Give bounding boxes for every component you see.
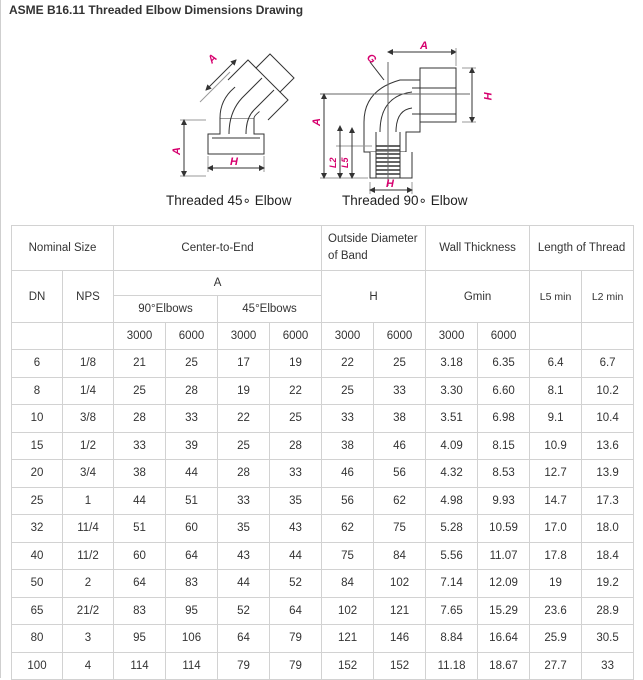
table-cell-h-3000: 33 <box>322 405 374 433</box>
caption-45-elbow: Threaded 45∘ Elbow <box>166 193 292 208</box>
dim-label-a-90-top: A <box>420 40 428 52</box>
header-row-classes <box>12 323 634 350</box>
header-class-blank <box>63 323 114 350</box>
table-cell-dn: 8 <box>12 377 63 405</box>
header-l2-min: L2 min <box>582 271 634 323</box>
table-cell-dn: 25 <box>12 487 63 515</box>
table-cell-c45-3000: 52 <box>218 597 270 625</box>
header-class: 6000 <box>374 323 426 350</box>
table-cell-g-3000: 7.14 <box>426 570 478 598</box>
table-cell-c90-3000: 28 <box>114 405 166 433</box>
table-cell-nps: 4 <box>63 652 114 680</box>
table-row <box>12 625 634 653</box>
table-cell-c90-6000: 33 <box>166 405 218 433</box>
header-nps: NPS <box>63 271 114 323</box>
table-cell-h-6000: 38 <box>374 405 426 433</box>
table-cell-g-3000: 11.18 <box>426 652 478 680</box>
table-cell-h-3000: 25 <box>322 377 374 405</box>
table-cell-dn: 50 <box>12 570 63 598</box>
header-outside-diameter: Outside Diameter of Band <box>322 226 426 271</box>
table-cell-nps: 21/2 <box>63 597 114 625</box>
table-row <box>12 377 634 405</box>
table-cell-c90-3000: 38 <box>114 460 166 488</box>
table-cell-h-6000: 56 <box>374 460 426 488</box>
table-cell-h-3000: 46 <box>322 460 374 488</box>
table-cell-c90-6000: 114 <box>166 652 218 680</box>
table-cell-dn: 80 <box>12 625 63 653</box>
table-cell-g-3000: 5.56 <box>426 542 478 570</box>
table-cell-h-3000: 38 <box>322 432 374 460</box>
table-cell-nps: 3/4 <box>63 460 114 488</box>
table-cell-g-3000: 4.32 <box>426 460 478 488</box>
elbow-90-figure <box>320 48 476 194</box>
table-cell-l5: 9.1 <box>530 405 582 433</box>
table-cell-c45-3000: 33 <box>218 487 270 515</box>
table-cell-l2: 6.7 <box>582 350 634 378</box>
table-cell-h-6000: 62 <box>374 487 426 515</box>
table-cell-c45-6000: 25 <box>270 405 322 433</box>
dim-label-a-90-left: A <box>311 118 323 126</box>
table-cell-c45-6000: 79 <box>270 652 322 680</box>
table-cell-nps: 1/2 <box>63 432 114 460</box>
table-row <box>12 487 634 515</box>
table-cell-l2: 18.4 <box>582 542 634 570</box>
table-cell-c90-6000: 83 <box>166 570 218 598</box>
table-cell-c45-6000: 43 <box>270 515 322 543</box>
dim-label-h-45: H <box>230 156 238 168</box>
table-cell-l2: 10.4 <box>582 405 634 433</box>
table-cell-g-3000: 3.30 <box>426 377 478 405</box>
table-cell-g-3000: 3.51 <box>426 405 478 433</box>
table-cell-c90-3000: 114 <box>114 652 166 680</box>
table-cell-l2: 28.9 <box>582 597 634 625</box>
table-cell-c90-3000: 60 <box>114 542 166 570</box>
table-cell-g-3000: 4.09 <box>426 432 478 460</box>
header-wall-thickness: Wall Thickness <box>426 226 530 271</box>
header-45-elbows: 45°Elbows <box>218 296 322 323</box>
table-row <box>12 350 634 378</box>
table-cell-h-3000: 84 <box>322 570 374 598</box>
table-cell-c45-3000: 17 <box>218 350 270 378</box>
table-cell-g-6000: 11.07 <box>478 542 530 570</box>
header-class: 3000 <box>426 323 478 350</box>
table-cell-nps: 1/8 <box>63 350 114 378</box>
table-cell-h-3000: 152 <box>322 652 374 680</box>
table-row <box>12 405 634 433</box>
table-cell-nps: 1/4 <box>63 377 114 405</box>
table-cell-g-6000: 6.98 <box>478 405 530 433</box>
table-cell-h-3000: 102 <box>322 597 374 625</box>
header-dn: DN <box>12 271 63 323</box>
table-row <box>12 542 634 570</box>
table-cell-h-6000: 33 <box>374 377 426 405</box>
header-h: H <box>322 271 426 323</box>
table-row <box>12 515 634 543</box>
dim-label-l2-90: L2 <box>328 157 338 168</box>
table-cell-c45-3000: 35 <box>218 515 270 543</box>
table-cell-nps: 2 <box>63 570 114 598</box>
page-title: ASME B16.11 Threaded Elbow Dimensions Drawing <box>9 3 304 17</box>
table-cell-c90-3000: 33 <box>114 432 166 460</box>
table-cell-c45-3000: 79 <box>218 652 270 680</box>
caption-90-elbow: Threaded 90∘ Elbow <box>342 193 468 208</box>
table-cell-l5: 17.8 <box>530 542 582 570</box>
table-cell-dn: 20 <box>12 460 63 488</box>
header-center-to-end: Center-to-End <box>114 226 322 271</box>
table-cell-nps: 3/8 <box>63 405 114 433</box>
header-class-blank <box>12 323 63 350</box>
table-cell-nps: 11/2 <box>63 542 114 570</box>
table-cell-nps: 11/4 <box>63 515 114 543</box>
table-cell-c90-3000: 64 <box>114 570 166 598</box>
table-cell-l5: 10.9 <box>530 432 582 460</box>
header-class: 3000 <box>322 323 374 350</box>
header-class: 6000 <box>166 323 218 350</box>
table-cell-c45-3000: 28 <box>218 460 270 488</box>
table-cell-c45-6000: 22 <box>270 377 322 405</box>
table-cell-h-3000: 62 <box>322 515 374 543</box>
dim-label-g-90: G <box>363 51 379 67</box>
elbow-drawing <box>0 22 643 222</box>
table-row <box>12 597 634 625</box>
dim-label-a-45-left: A <box>171 147 183 155</box>
table-cell-g-6000: 6.60 <box>478 377 530 405</box>
table-cell-h-6000: 146 <box>374 625 426 653</box>
table-cell-g-6000: 8.15 <box>478 432 530 460</box>
header-row-symbols <box>12 271 634 296</box>
table-cell-g-3000: 5.28 <box>426 515 478 543</box>
table-cell-c45-3000: 44 <box>218 570 270 598</box>
table-cell-c90-6000: 44 <box>166 460 218 488</box>
table-cell-c45-6000: 28 <box>270 432 322 460</box>
header-class-blank <box>582 323 634 350</box>
table-cell-g-3000: 7.65 <box>426 597 478 625</box>
table-cell-nps: 1 <box>63 487 114 515</box>
table-cell-l2: 13.6 <box>582 432 634 460</box>
table-cell-h-3000: 56 <box>322 487 374 515</box>
table-cell-l2: 18.0 <box>582 515 634 543</box>
header-l5-min: L5 min <box>530 271 582 323</box>
table-cell-c90-3000: 95 <box>114 625 166 653</box>
table-cell-h-6000: 121 <box>374 597 426 625</box>
table-cell-g-6000: 16.64 <box>478 625 530 653</box>
dim-label-l5-90: L5 <box>340 157 350 168</box>
table-cell-c90-3000: 21 <box>114 350 166 378</box>
table-cell-dn: 6 <box>12 350 63 378</box>
table-cell-c45-6000: 19 <box>270 350 322 378</box>
table-cell-c90-3000: 44 <box>114 487 166 515</box>
table-cell-c90-3000: 51 <box>114 515 166 543</box>
table-cell-h-6000: 25 <box>374 350 426 378</box>
table-cell-c90-6000: 106 <box>166 625 218 653</box>
table-cell-g-6000: 18.67 <box>478 652 530 680</box>
table-cell-c90-6000: 28 <box>166 377 218 405</box>
table-cell-l5: 17.0 <box>530 515 582 543</box>
table-cell-g-6000: 10.59 <box>478 515 530 543</box>
table-cell-g-6000: 8.53 <box>478 460 530 488</box>
table-cell-l5: 27.7 <box>530 652 582 680</box>
table-cell-c45-3000: 22 <box>218 405 270 433</box>
table-cell-h-3000: 22 <box>322 350 374 378</box>
table-cell-c45-6000: 64 <box>270 597 322 625</box>
table-cell-dn: 40 <box>12 542 63 570</box>
table-row <box>12 570 634 598</box>
table-row <box>12 432 634 460</box>
dimensions-table <box>11 225 634 680</box>
table-cell-g-3000: 4.98 <box>426 487 478 515</box>
table-cell-g-6000: 12.09 <box>478 570 530 598</box>
table-cell-c45-6000: 44 <box>270 542 322 570</box>
table-cell-c90-6000: 60 <box>166 515 218 543</box>
table-row <box>12 460 634 488</box>
table-cell-h-6000: 75 <box>374 515 426 543</box>
table-cell-l5: 19 <box>530 570 582 598</box>
table-cell-h-6000: 102 <box>374 570 426 598</box>
header-length-of-thread: Length of Thread <box>530 226 634 271</box>
table-cell-h-3000: 121 <box>322 625 374 653</box>
table-cell-c90-3000: 83 <box>114 597 166 625</box>
table-cell-l2: 13.9 <box>582 460 634 488</box>
table-cell-c90-6000: 51 <box>166 487 218 515</box>
table-cell-c90-6000: 64 <box>166 542 218 570</box>
header-class: 6000 <box>270 323 322 350</box>
table-cell-g-3000: 3.18 <box>426 350 478 378</box>
table-cell-dn: 15 <box>12 432 63 460</box>
table-cell-l2: 33 <box>582 652 634 680</box>
table-cell-g-3000: 8.84 <box>426 625 478 653</box>
table-cell-g-6000: 15.29 <box>478 597 530 625</box>
table-cell-dn: 32 <box>12 515 63 543</box>
dim-label-a-45-top: A <box>205 52 220 67</box>
table-cell-l2: 30.5 <box>582 625 634 653</box>
table-cell-l5: 8.1 <box>530 377 582 405</box>
table-cell-h-6000: 46 <box>374 432 426 460</box>
header-gmin: Gmin <box>426 271 530 323</box>
table-cell-dn: 10 <box>12 405 63 433</box>
table-cell-l5: 25.9 <box>530 625 582 653</box>
table-cell-l5: 6.4 <box>530 350 582 378</box>
table-cell-c90-6000: 95 <box>166 597 218 625</box>
table-cell-c45-3000: 25 <box>218 432 270 460</box>
table-cell-c45-3000: 64 <box>218 625 270 653</box>
header-class-blank <box>530 323 582 350</box>
table-cell-c45-6000: 52 <box>270 570 322 598</box>
dim-label-h-90-right: H <box>481 92 493 100</box>
table-cell-l5: 14.7 <box>530 487 582 515</box>
table-row <box>12 652 634 680</box>
table-cell-l5: 23.6 <box>530 597 582 625</box>
header-a: A <box>114 271 322 296</box>
table-cell-c90-6000: 39 <box>166 432 218 460</box>
header-class: 6000 <box>478 323 530 350</box>
table-cell-dn: 100 <box>12 652 63 680</box>
table-cell-g-6000: 6.35 <box>478 350 530 378</box>
table-cell-g-6000: 9.93 <box>478 487 530 515</box>
table-cell-h-6000: 152 <box>374 652 426 680</box>
header-row-groups <box>12 226 634 271</box>
table-cell-c45-6000: 35 <box>270 487 322 515</box>
header-90-elbows: 90°Elbows <box>114 296 218 323</box>
table-cell-c90-3000: 25 <box>114 377 166 405</box>
table-cell-c45-3000: 19 <box>218 377 270 405</box>
table-cell-nps: 3 <box>63 625 114 653</box>
table-cell-l5: 12.7 <box>530 460 582 488</box>
table-cell-c90-6000: 25 <box>166 350 218 378</box>
table-cell-c45-6000: 79 <box>270 625 322 653</box>
table-cell-h-3000: 75 <box>322 542 374 570</box>
table-cell-h-6000: 84 <box>374 542 426 570</box>
header-class: 3000 <box>218 323 270 350</box>
table-cell-l2: 19.2 <box>582 570 634 598</box>
table-cell-c45-6000: 33 <box>270 460 322 488</box>
table-cell-l2: 10.2 <box>582 377 634 405</box>
dim-label-h-90-bottom: H <box>386 178 394 190</box>
table-cell-l2: 17.3 <box>582 487 634 515</box>
header-class: 3000 <box>114 323 166 350</box>
header-nominal-size: Nominal Size <box>12 226 114 271</box>
table-cell-c45-3000: 43 <box>218 542 270 570</box>
table-cell-dn: 65 <box>12 597 63 625</box>
